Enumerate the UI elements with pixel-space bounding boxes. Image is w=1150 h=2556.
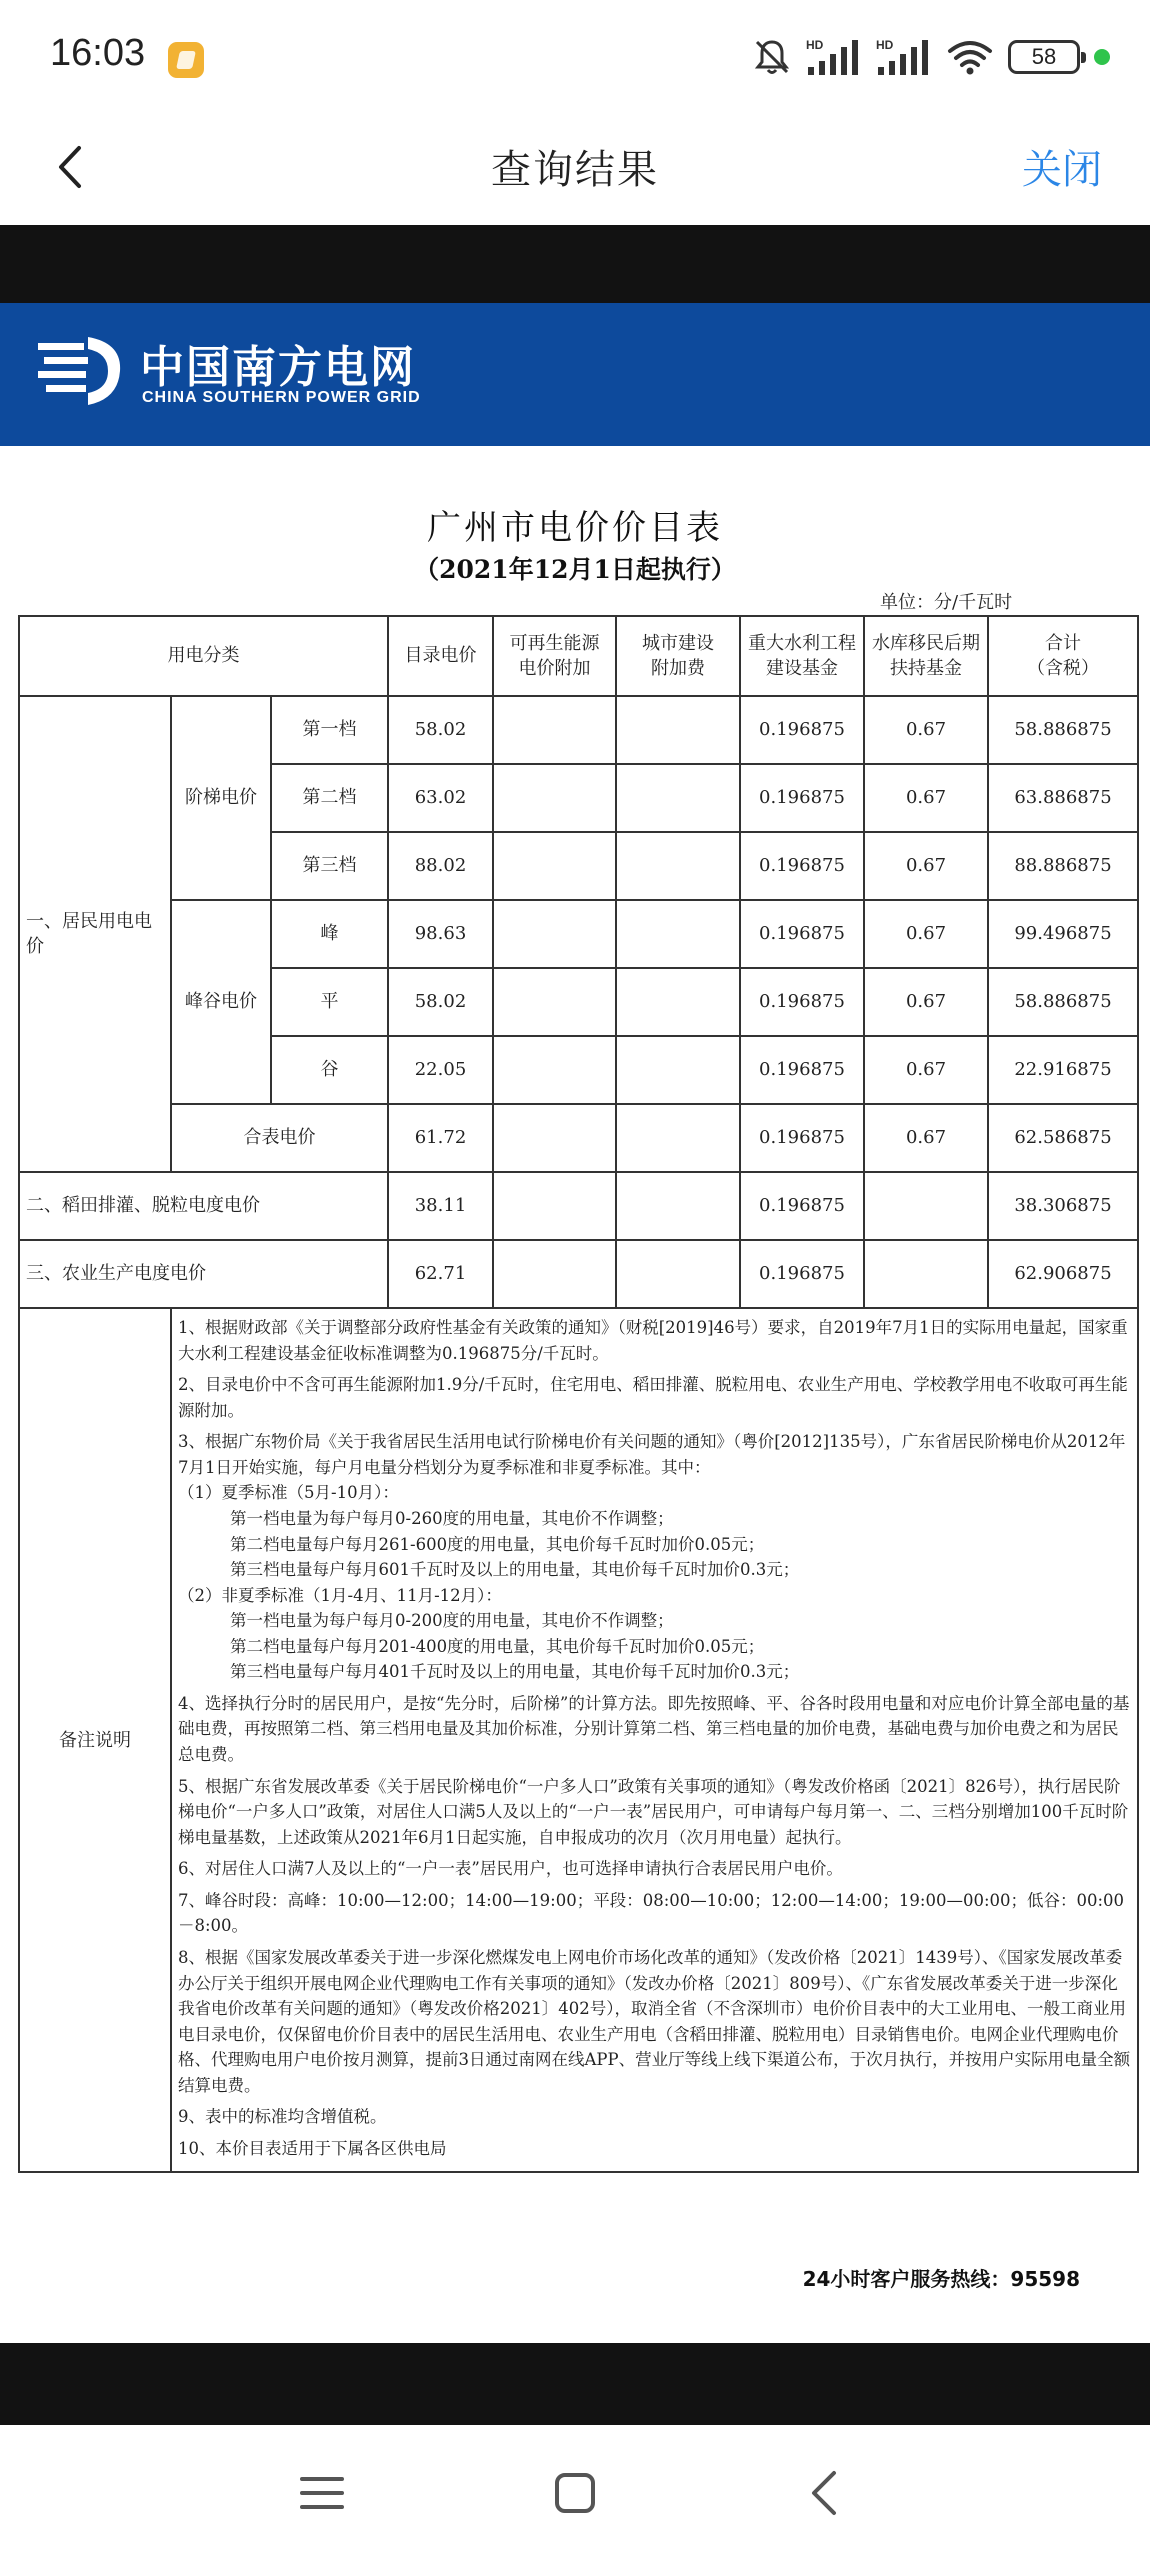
note-item: 6、对居住人口满7人及以上的“一户一表”居民用户，也可选择申请执行合表居民用户电价。 xyxy=(178,1859,843,1879)
row-label: 合表电价 xyxy=(171,1104,388,1172)
catalog-price-cell: 58.02 xyxy=(388,696,493,764)
table-row xyxy=(19,1104,1138,1172)
water-fund-cell: 0.196875 xyxy=(740,696,864,764)
table-row xyxy=(19,696,1138,764)
system-back-button[interactable] xyxy=(796,2463,856,2523)
active-dot-icon xyxy=(1094,49,1110,65)
note-item: 7、峰谷时段：高峰：10:00—12:00；14:00—19:00；平段：08:00—10:00；12:00—14:00；19:00—00:00；低谷：00:00－8:00。 xyxy=(178,1890,1125,1936)
unit-note: 单位：分/千瓦时 xyxy=(880,592,1013,613)
battery-icon: 58 xyxy=(1008,40,1080,74)
note-item xyxy=(178,1429,1131,1685)
catalog-price-cell: 61.72 xyxy=(388,1104,493,1172)
note-item: 4、选择执行分时的居民用户，是按“先分时，后阶梯”的计算方法。即先按照峰、平、谷各时段用电量和对应电价计算全部电量的基础电费，再按照第二档、第三档用电量及其加价标准，分别计算第二档、第三档电量的加价电费，基础电费与加价电费之和为居民总电费。 xyxy=(178,1693,1130,1764)
note-item: 8、根据《国家发展改革委关于进一步深化燃煤发电上网电价市场化改革的通知》（发改价格〔2021〕1439号）、《国家发展改革委办公厅关于组织开展电网企业代理购电工作有关事项的通知》（发改办价格〔2021〕809号）、《广东省发展改革委关于进一步深化我省电价改革有关问题的通知》（粤发改价格2021〕402号），取消全省（不含深圳市）电价价目表中的大工业用电、一般工商业用电目录电价，仅保留电价价目表中的居民生活用电、农业生产用电（含稻田排灌、脱粒用电）目录销售电价。电网企业代理购电价格、代理购电用户电价按月测算，提前3日通过南网在线APP、营业厅等线上线下渠道公布，于次月执行，并按用户实际用电量全额结算电费。 xyxy=(178,1947,1131,2095)
brand-name-cn: 中国南方电网 xyxy=(140,342,416,393)
header-category: 用电分类 xyxy=(19,616,388,696)
city-cell xyxy=(616,696,740,764)
renewable-cell xyxy=(493,1036,616,1104)
reservoir-cell: 0.67 xyxy=(864,900,988,968)
reservoir-cell: 0.67 xyxy=(864,832,988,900)
header-water-fund: 重大水利工程 建设基金 xyxy=(740,616,864,696)
catalog-price-cell: 88.02 xyxy=(388,832,493,900)
water-fund-cell: 0.196875 xyxy=(740,764,864,832)
page-title: 查询结果 xyxy=(491,147,659,193)
city-cell xyxy=(616,900,740,968)
table-header-row xyxy=(19,616,1138,696)
row-label: 平 xyxy=(271,968,388,1036)
row-label: 第一档 xyxy=(271,696,388,764)
total-cell: 58.886875 xyxy=(988,968,1138,1036)
row-label: 第三档 xyxy=(271,832,388,900)
wifi-icon xyxy=(946,37,994,77)
header-renewable: 可再生能源 电价附加 xyxy=(493,616,616,696)
hd-label: HD xyxy=(876,38,894,52)
nav-bar xyxy=(0,110,1150,225)
renewable-cell xyxy=(493,968,616,1036)
status-time: 16:03 xyxy=(50,32,146,74)
total-cell: 38.306875 xyxy=(988,1172,1138,1240)
row-label: 第二档 xyxy=(271,764,388,832)
note-item: 10、本价目表适用于下属各区供电局 xyxy=(178,2138,447,2158)
csg-logo-icon xyxy=(36,333,124,409)
total-cell: 99.496875 xyxy=(988,900,1138,968)
note-text: （1）夏季标准（5月-10月）： xyxy=(178,1483,399,1503)
reservoir-cell: 0.67 xyxy=(864,696,988,764)
water-fund-cell: 0.196875 xyxy=(740,900,864,968)
total-cell: 88.886875 xyxy=(988,832,1138,900)
header-total: 合计 （含税） xyxy=(988,616,1138,696)
city-cell xyxy=(616,968,740,1036)
notes-row xyxy=(19,1308,1138,2172)
note-text: 第二档电量每户每月201-400度的用电量，其电价每千瓦时加价0.05元； xyxy=(230,1636,765,1656)
header-city-construction: 城市建设 附加费 xyxy=(616,616,740,696)
mute-bell-icon xyxy=(752,37,792,77)
table-row xyxy=(19,1240,1138,1308)
status-icons xyxy=(752,32,1110,82)
row-label: 三、农业生产电度电价 xyxy=(19,1240,388,1308)
note-item: 5、根据广东省发展改革委《关于居民阶梯电价“一户多人口”政策有关事项的通知》（粤发改价格函〔2021〕826号），执行居民阶梯电价“一户多人口”政策，对居住人口满5人及以上的“一户一表”居民用户，可申请每户每月第一、二、三档分别增加100千瓦时阶梯电量基数，上述政策从2021年6月1日起实施，自申报成功的次月（次月用电量）起执行。 xyxy=(178,1776,1129,1847)
catalog-price-cell: 63.02 xyxy=(388,764,493,832)
note-text: 第二档电量每户每月261-600度的用电量，其电价每千瓦时加价0.05元； xyxy=(230,1534,765,1554)
notes-label: 备注说明 xyxy=(19,1308,171,2172)
catalog-price-cell: 62.71 xyxy=(388,1240,493,1308)
status-bar xyxy=(0,0,1150,110)
note-text: 第三档电量每户每月401千瓦时及以上的用电量，其电价每千瓦时加价0.3元； xyxy=(230,1662,800,1682)
note-text: 第一档电量为每户每月0-200度的用电量，其电价不作调整； xyxy=(230,1611,674,1631)
city-cell xyxy=(616,1172,740,1240)
hd-signal-icon xyxy=(876,37,932,77)
note-text: 3、根据广东物价局《关于我省居民生活用电试行阶梯电价有关问题的通知》（粤价[2012]135号），广东省居民阶梯电价从2012年7月1日开始实施，每户月电量分档划分为夏季标准和非夏季标准。其中： xyxy=(178,1432,1126,1477)
renewable-cell xyxy=(493,1172,616,1240)
renewable-cell xyxy=(493,1240,616,1308)
reservoir-cell xyxy=(864,1172,988,1240)
back-icon xyxy=(796,2463,856,2523)
header-reservoir-fund: 水库移民后期 扶持基金 xyxy=(864,616,988,696)
water-fund-cell: 0.196875 xyxy=(740,1172,864,1240)
row-label: 二、稻田排灌、脱粒电度电价 xyxy=(19,1172,388,1240)
renewable-cell xyxy=(493,900,616,968)
note-item: 9、表中的标准均含增值税。 xyxy=(178,2107,387,2127)
hd-signal-icon xyxy=(806,37,862,77)
header-catalog-price: 目录电价 xyxy=(388,616,493,696)
bottom-dark-band xyxy=(0,2343,1150,2425)
total-cell: 58.886875 xyxy=(988,696,1138,764)
reservoir-cell xyxy=(864,1240,988,1308)
catalog-price-cell: 22.05 xyxy=(388,1036,493,1104)
note-text: （2）非夏季标准（1月-4月、11月-12月）： xyxy=(178,1585,502,1605)
reservoir-cell: 0.67 xyxy=(864,1104,988,1172)
reservoir-cell: 0.67 xyxy=(864,764,988,832)
notes-content xyxy=(171,1308,1138,2172)
note-item: 2、目录电价中不含可再生能源附加1.9分/千瓦时，住宅用电、稻田排灌、脱粒用电、农业生产用电、学校教学用电不收取可再生能源附加。 xyxy=(178,1375,1128,1420)
reservoir-cell: 0.67 xyxy=(864,1036,988,1104)
row-label: 谷 xyxy=(271,1036,388,1104)
water-fund-cell: 0.196875 xyxy=(740,832,864,900)
table-row xyxy=(19,900,1138,968)
hotline-text: 24小时客户服务热线：95598 xyxy=(802,2267,1080,2291)
city-cell xyxy=(616,1240,740,1308)
tou-label: 峰谷电价 xyxy=(171,900,271,1104)
water-fund-cell: 0.196875 xyxy=(740,1240,864,1308)
note-text: 第三档电量每户每月601千瓦时及以上的用电量，其电价每千瓦时加价0.3元； xyxy=(230,1560,800,1580)
city-cell xyxy=(616,1104,740,1172)
row-label: 峰 xyxy=(271,900,388,968)
water-fund-cell: 0.196875 xyxy=(740,1104,864,1172)
hd-label: HD xyxy=(806,38,824,52)
city-cell xyxy=(616,764,740,832)
total-cell: 62.586875 xyxy=(988,1104,1138,1172)
sheet-subtitle: （2021年12月1日起执行） xyxy=(414,555,736,584)
renewable-cell xyxy=(493,696,616,764)
menu-icon xyxy=(292,2463,352,2523)
price-table xyxy=(18,615,1139,2173)
menu-button[interactable] xyxy=(292,2463,352,2523)
app-notification-icon xyxy=(168,42,204,78)
renewable-cell xyxy=(493,832,616,900)
price-sheet-image xyxy=(0,225,1150,2425)
residential-label: 一、居民用电电价 xyxy=(19,696,171,1172)
total-cell: 62.906875 xyxy=(988,1240,1138,1308)
brand-name-en: CHINA SOUTHERN POWER GRID xyxy=(142,389,421,406)
water-fund-cell: 0.196875 xyxy=(740,1036,864,1104)
total-cell: 22.916875 xyxy=(988,1036,1138,1104)
city-cell xyxy=(616,832,740,900)
sheet-title: 广州市电价价目表 xyxy=(427,508,723,548)
home-icon xyxy=(545,2463,605,2523)
city-cell xyxy=(616,1036,740,1104)
renewable-cell xyxy=(493,1104,616,1172)
catalog-price-cell: 98.63 xyxy=(388,900,493,968)
system-navigation-bar xyxy=(0,2425,1150,2556)
renewable-cell xyxy=(493,764,616,832)
total-cell: 63.886875 xyxy=(988,764,1138,832)
top-dark-band xyxy=(0,225,1150,303)
note-text: 第一档电量为每户每月0-260度的用电量，其电价不作调整； xyxy=(230,1508,674,1528)
catalog-price-cell: 38.11 xyxy=(388,1172,493,1240)
tiered-label: 阶梯电价 xyxy=(171,696,271,900)
home-button[interactable] xyxy=(545,2463,605,2523)
reservoir-cell: 0.67 xyxy=(864,968,988,1036)
table-row xyxy=(19,1172,1138,1240)
brand-banner xyxy=(0,303,1150,446)
catalog-price-cell: 58.02 xyxy=(388,968,493,1036)
close-button[interactable]: 关闭 xyxy=(1022,147,1102,193)
water-fund-cell: 0.196875 xyxy=(740,968,864,1036)
note-item: 1、根据财政部《关于调整部分政府性基金有关政策的通知》（财税[2019]46号）要求，自2019年7月1日的实际用电量起，国家重大水利工程建设基金征收标准调整为0.196875分/千瓦时。 xyxy=(178,1318,1128,1363)
